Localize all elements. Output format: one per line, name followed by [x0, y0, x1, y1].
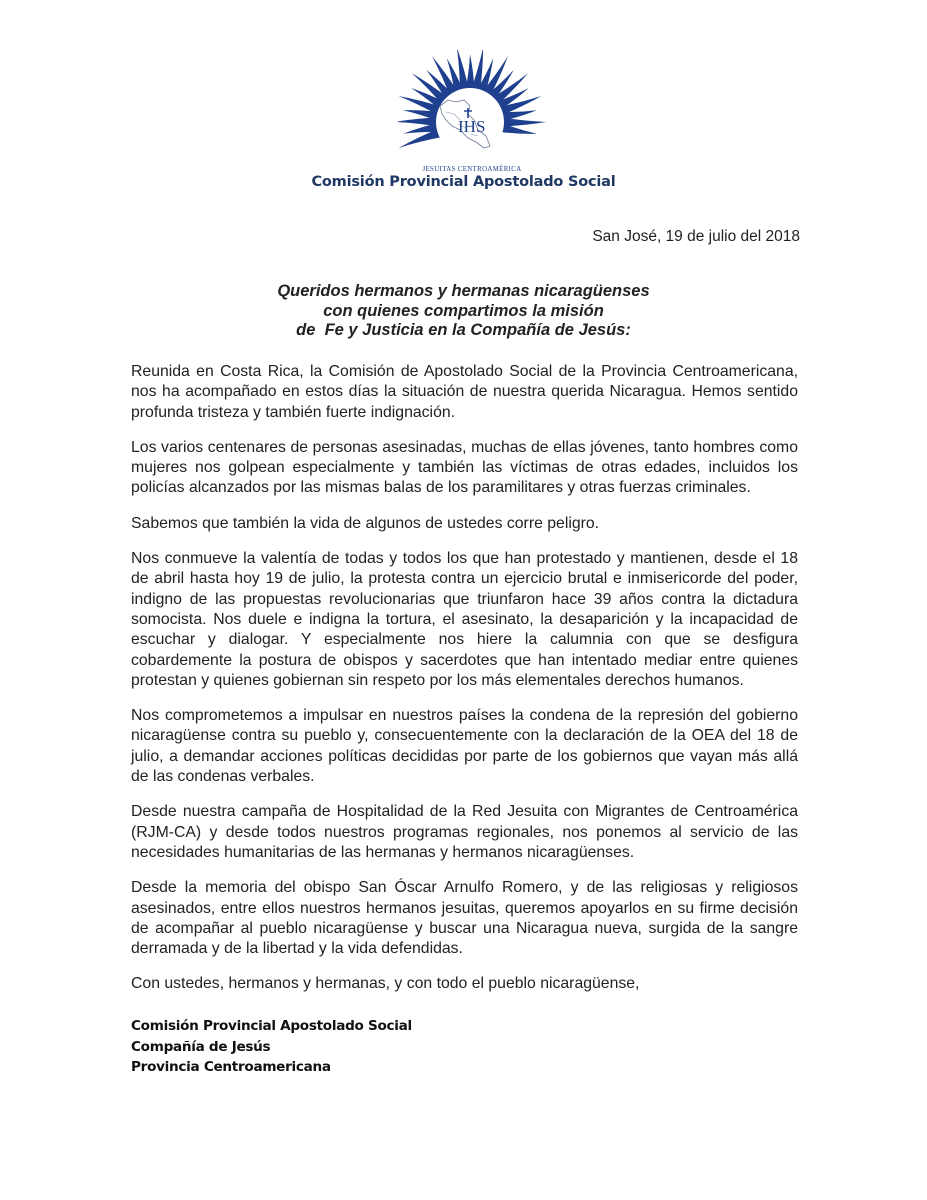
- salutation: [0, 282, 927, 341]
- date-line: San José, 19 de julio del 2018: [592, 228, 800, 245]
- paragraph: Reunida en Costa Rica, la Comisión de Apostolado Social de la Provincia Centroamericana, nos ha acompañado en estos días la situación de nuestra querida Nicaragua. Hemos sentido profunda tristeza y también fuerte indignación.: [131, 363, 798, 421]
- sun-ray: [398, 118, 438, 127]
- paragraph: Con ustedes, hermanos y hermanas, y con todo el pueblo nicaragüense,: [131, 975, 640, 993]
- signature-block: [131, 1016, 412, 1078]
- paragraph: Sabemos que también la vida de algunos de ustedes corre peligro.: [131, 514, 600, 532]
- paragraph: Desde la memoria del obispo San Óscar Arnulfo Romero, y de las religiosas y religiosos asesinados, entre ellos nuestros hermanos jesuitas, queremos apoyarlos en su firme decisión de acompañar al pueblo nicaragüense y buscar una Nicaragua nueva, surgida de la sangre derramada y de la libertad y la vida defendidas.: [131, 879, 798, 958]
- sun-logo-icon: [398, 50, 548, 175]
- header-organization: Comisión Provincial Apostolado Social: [311, 174, 616, 190]
- paragraph: Nos conmueve la valentía de todas y todos los que han protestado y mantienen, desde el 18 de abril hasta hoy 19 de julio, la protesta contra un ejercicio brutal e inmisericorde del poder, indigno de las propuestas revolucionarias que triunfaron hace 39 años contra la dictadura somocista. Nos duele e indigna la tortura, el asesinato, la desaparición y la incapacidad de escuchar y dialogar. Y especialmente nos hiere la calumnia con que se desfigura cobardemente la postura de obispos y sacerdotes que han intentado mediar entre quienes protestan y quienes gobiernan sin respeto por los más elementales derechos humanos.: [131, 550, 798, 689]
- logo-caption: JESUITAS CENTROAMÉRICA: [422, 166, 522, 173]
- salutation-line: de Fe y Justicia en la Compañía de Jesús:: [296, 321, 631, 339]
- ihs-monogram: IHS: [458, 117, 486, 136]
- sun-ray: [502, 118, 546, 127]
- salutation-line: Queridos hermanos y hermanas nicaragüenses: [277, 282, 650, 300]
- letter-body: [131, 362, 798, 1010]
- signature-line: Compañía de Jesús: [131, 1038, 271, 1055]
- paragraph: Desde nuestra campaña de Hospitalidad de la Red Jesuita con Migrantes de Centroamérica (RJM-CA) y desde todos nuestros programas regionales, nos ponemos al servicio de las necesidades humanitarias de las hermanas y hermanos nicaragüenses.: [131, 803, 798, 861]
- signature-line: Provincia Centroamericana: [131, 1059, 331, 1075]
- paragraph: Nos comprometemos a impulsar en nuestros países la condena de la represión del gobierno nicaragüense contra su pueblo y, consecuentemente con la declaración de la OEA del 18 de julio, a demandar acciones políticas decididas por parte de los gobiernos que vayan más allá de las condenas verbales.: [131, 707, 798, 786]
- signature-line: Comisión Provincial Apostolado Social: [131, 1018, 412, 1034]
- salutation-line: con quienes compartimos la misión: [323, 301, 604, 320]
- jesuitas-centroamerica-logo: [398, 50, 548, 175]
- paragraph: Los varios centenares de personas asesinadas, muchas de ellas jóvenes, tanto hombres como mujeres nos golpean especialmente y también las víctimas de otras edades, incluidos los policías alcanzados por las mismas balas de los paramilitares y otras fuerzas criminales.: [131, 438, 798, 497]
